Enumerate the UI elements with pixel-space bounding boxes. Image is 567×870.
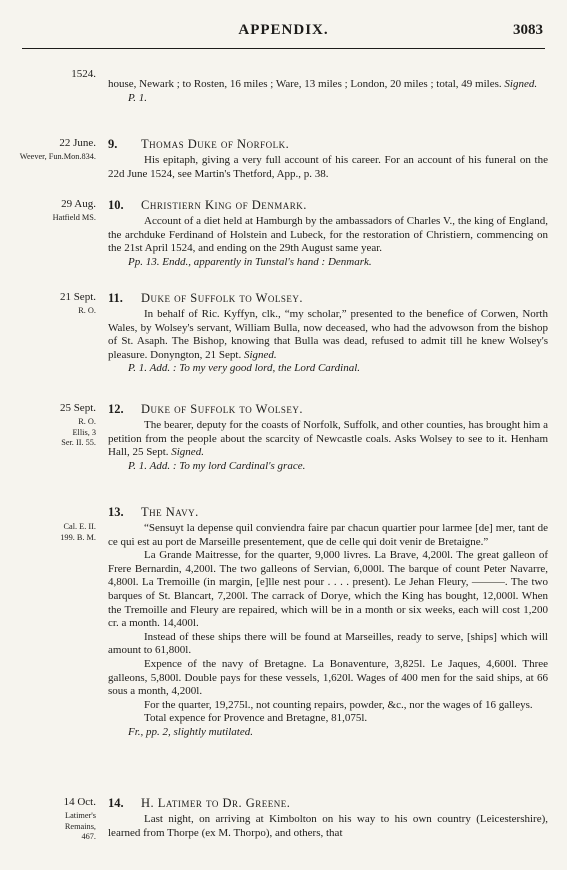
entry-date: 25 Sept. <box>59 402 96 414</box>
entry-note: Pp. 13. Endd., apparently in Tunstal's hand : Denmark. <box>128 255 372 268</box>
signed-note: Signed. <box>504 78 538 90</box>
entry-body <box>108 308 548 376</box>
entry-number: 12. <box>108 402 124 416</box>
entry-number: 14. <box>108 796 124 810</box>
entry-date: 29 Aug. <box>61 198 96 210</box>
entry-text: For the quarter, 19,275l., not counting repairs, powder, &c., nor the wages of 16 galleys. <box>144 698 533 711</box>
entry-title: Duke of Suffolk to Wolsey. <box>141 291 304 305</box>
entry-text: Last night, on arriving at Kimbolton on his way to his own country (Leicestershire), learned from Thorpe (ex M. Thorpo), and others, that <box>108 813 548 839</box>
entry-number: 9. <box>108 137 118 151</box>
header-rule <box>22 48 545 49</box>
entry-note: P. 1. Add. : To my lord Cardinal's grace. <box>128 459 306 472</box>
entry-text: Total expence for Provence and Bretagne, 81,075l. <box>144 712 368 725</box>
entry-date: 1524. <box>71 68 96 80</box>
entry-source: Hatfield MS. <box>52 213 96 222</box>
entry-number: 11. <box>108 291 123 305</box>
entry-note: P. 1. Add. : To my very good lord, the Lord Cardinal. <box>128 362 361 375</box>
entry-source: Weever, Fun.Mon.834. <box>19 152 96 161</box>
entry-date: 22 June. <box>59 137 96 149</box>
entry-body <box>108 419 548 473</box>
entry-text: His epitaph, giving a very full account of his career. For an account of his funeral on the 22d June 1524, see Martin's Thetford, App., p. 38. <box>108 154 548 180</box>
entry-date: 21 Sept. <box>59 291 96 303</box>
entry-title: Christiern King of Denmark. <box>141 198 307 212</box>
entry-text: The bearer, deputy for the coasts of Norfolk, Suffolk, and other counties, has brought him a petition from the people about the scarcity of Newcastle coals. Asks Wolsey to see to it. Henham Hall, 25 Sept. <box>108 419 548 459</box>
entry-quote: “Sensuyt la depense quil conviendra faire par chacun quartier pour larmee [de] mer, tant de ce qui est au port de Marseille presentement, que de celle qui doit venir de Bretaigne.” <box>108 522 548 548</box>
entry-text: La Grande Maitresse, for the quarter, 9,000 livres. La Brave, 4,200l. The great galleon of Frere Bernardin, 4,200l. The two galleons of Servian, 6,000l. The barque of count Peter Navarre, 4,800l. La Tremoille (in margin, [e]lle nest pour . . . . present). Le Jehan Fleury, ———. The two barques of St. Blancart, 7,200l. The carrack of Dorye, which the King has bought, 12,000l. When the Tremoille and Fleury are repaired, which will be in a month or six weeks, each will cost 1,200 cr. a month. 14,400l. <box>108 549 548 630</box>
entry-text: house, Newark ; to Rosten, 16 miles ; Ware, 13 miles ; London, 20 miles ; total, 49 miles. <box>108 78 502 90</box>
entry-source: Latimer's Remains, 467. <box>64 811 96 841</box>
entry-title: The Navy. <box>141 505 199 519</box>
entry-note: P. 1. <box>128 91 148 104</box>
signed-note: Signed. <box>243 348 277 361</box>
page-number: 3083 <box>513 22 543 38</box>
entry-number: 10. <box>108 198 124 212</box>
entry-title: H. Latimer to Dr. Greene. <box>141 796 291 810</box>
entry-title: Duke of Suffolk to Wolsey. <box>141 402 304 416</box>
entry-text: Account of a diet held at Hamburgh by the ambassadors of Charles V., the king of England, the archduke Ferdinand of Holstein and Lubeck, for the restoration of Christiern, commencing on the 21st April 1524, and ending on the 29th August same year. <box>108 215 548 255</box>
entry-body <box>108 78 548 105</box>
entry-source: R. O. <box>78 306 96 315</box>
entry-body <box>108 154 548 181</box>
entry-number: 13. <box>108 505 124 519</box>
entry-text: Instead of these ships there will be found at Marseilles, ready to serve, [ships] which will amount to 61,800l. <box>108 630 548 657</box>
entry-body <box>108 813 548 840</box>
running-header-title: APPENDIX. <box>238 22 329 38</box>
entry-source: Cal. E. II. 199. B. M. <box>60 522 96 542</box>
entry-note: Fr., pp. 2, slightly mutilated. <box>128 725 253 738</box>
entry-body <box>108 522 548 740</box>
signed-note: Signed. <box>171 446 204 459</box>
entry-date: 14 Oct. <box>63 796 96 808</box>
entry-title: Thomas Duke of Norfolk. <box>141 137 290 151</box>
entry-text: In behalf of Ric. Kyffyn, clk., “my scholar,” presented to the benefice of Corwen, North Wales, by Wolsey's servant, William Bulla, now deceased, who had the advowson from the bishop of St. Asaph. The Bishop, knowing that Bulla was dead, refused to admit till he knew Wolsey's pleasure. Donyngton, 21 Sept. <box>108 308 548 361</box>
entry-text: Expence of the navy of Bretagne. La Bonaventure, 3,825l. Le Jaques, 4,600l. Three galleons, 5,800l. Double pays for these vessels, 1,620l. Wages of 400 men for the said ships, at 66 sous a month, 4,200l. <box>108 657 548 698</box>
entry-source: R. O. Ellis, 3 Ser. II. 55. <box>61 417 96 447</box>
entry-body <box>108 215 548 269</box>
